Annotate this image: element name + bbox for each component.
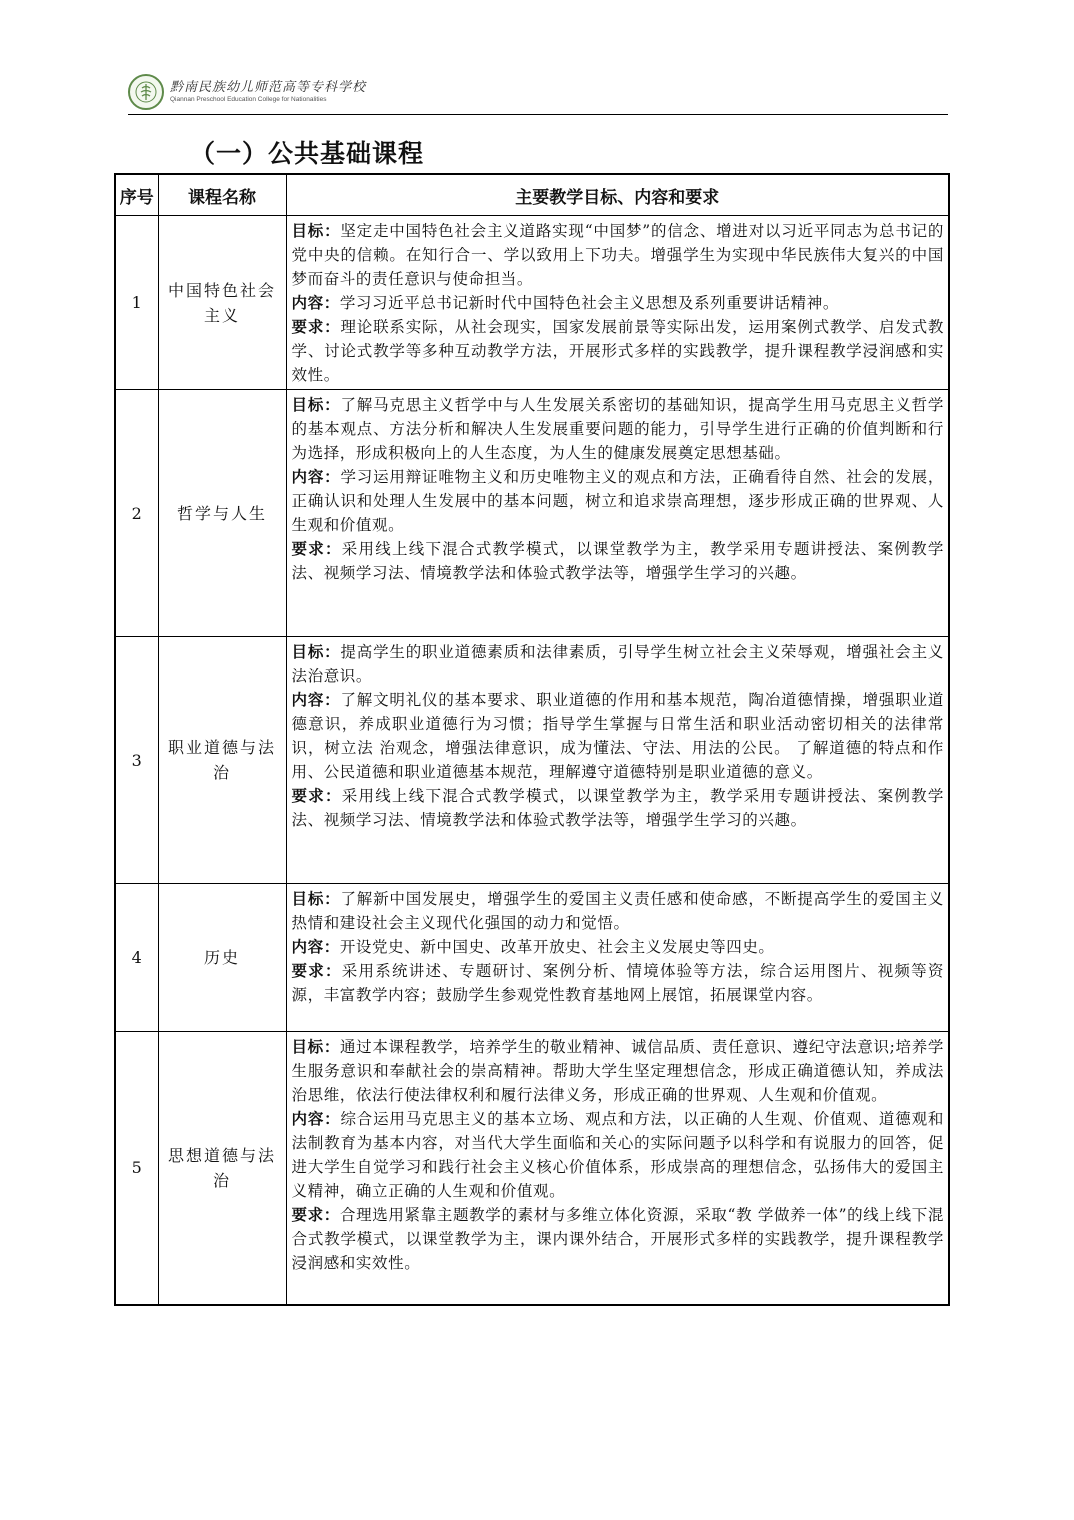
requirement-label: 要求： — [291, 317, 341, 336]
goal-line — [292, 887, 945, 935]
requirement-label: 要求： — [291, 961, 342, 980]
table-row — [115, 884, 949, 1032]
table-header-row — [115, 174, 949, 216]
school-name-en: Qiannan Preschool Education College for Nationalities — [170, 96, 327, 103]
row-number: 4 — [115, 884, 158, 1032]
goal-line — [292, 1035, 945, 1107]
course-name: 思想道德与法治 — [158, 1032, 286, 1305]
table-row — [115, 637, 949, 884]
goal-text: 了解新中国发展史，增强学生的爱国主义责任感和使命感，不断提高学生的爱国主义热情和建设社会主义现代化强国的动力和觉悟。 — [291, 890, 944, 932]
content-line — [292, 291, 945, 315]
school-logo-icon — [128, 74, 164, 110]
goal-line — [292, 640, 945, 688]
page-header — [128, 72, 948, 114]
content-text: 学习运用辩证唯物主义和历史唯物主义的观点和方法，正确看待自然、社会的发展，正确认识和处理人生发展中的基本问题，树立和追求崇高理想，逐步形成正确的世界观、人生观和价值观。 — [291, 468, 944, 534]
requirement-label: 要求： — [291, 539, 342, 558]
table-row — [115, 1032, 949, 1305]
requirement-line — [292, 1203, 945, 1275]
content-line — [292, 465, 945, 537]
requirement-line — [292, 784, 945, 832]
goal-line — [292, 219, 945, 291]
goal-text: 坚定走中国特色社会主义道路实现“中国梦”的信念、增进对以习近平同志为总书记的党中央的信赖。在知行合一、学以致用上下功夫。增强学生为实现中华民族伟大复兴的中国梦而奋斗的责任意识与使命担当。 — [291, 222, 944, 288]
goal-text: 通过本课程教学，培养学生的敬业精神、诚信品质、责任意识、遵纪守法意识;培养学生服务意识和奉献社会的崇高精神。帮助大学生坚定理想信念，形成正确道德认知，养成法治思维，依法行使法律权利和履行法律义务，形成正确的世界观、人生观和价值观。 — [291, 1038, 944, 1104]
content-label: 内容： — [291, 690, 341, 709]
content-line — [292, 935, 945, 959]
row-number: 1 — [115, 216, 158, 390]
content-text: 综合运用马克思主义的基本立场、观点和方法，以正确的人生观、价值观、道德观和法制教育为基本内容，对当代大学生面临和关心的实际问题予以科学和有说服力的回答，促进大学生自觉学习和践行社会主义核心价值体系，形成崇高的理想信念，弘扬伟大的爱国主义精神，确立正确的人生观和价值观。 — [291, 1110, 944, 1200]
content-line — [292, 1107, 945, 1203]
goal-label: 目标： — [291, 642, 341, 661]
requirement-text: 采用系统讲述、专题研讨、案例分析、情境体验等方法，综合运用图片、视频等资源，丰富教学内容；鼓励学生参观党性教育基地网上展馆，拓展课堂内容。 — [291, 962, 944, 1004]
requirement-label: 要求： — [291, 1205, 340, 1224]
requirement-text: 理论联系实际，从社会现实，国家发展前景等实际出发，运用案例式教学、启发式教学、讨论式教学等多种互动教学方法，开展形式多样的实践教学，提升课程教学浸润感和实效性。 — [291, 318, 944, 384]
header-divider — [128, 114, 948, 115]
header-course-name: 课程名称 — [158, 174, 286, 216]
row-number: 3 — [115, 637, 158, 884]
content-text: 了解文明礼仪的基本要求、职业道德的作用和基本规范，陶冶道德情操，增强职业道德意识，养成职业道德行为习惯；指导学生掌握与日常生活和职业活动密切相关的法律常识，树立法 治观念，增强法律意识，成为懂法、守法、用法的公民。 了解道德的特点和作用、公民道德和职业道德基本规范，理解遵守道德特别是职业道德的意义。 — [291, 691, 944, 781]
header-number: 序号 — [115, 174, 158, 216]
goal-text: 了解马克思主义哲学中与人生发展关系密切的基础知识，提高学生用马克思主义哲学的基本观点、方法分析和解决人生发展重要问题的能力，引导学生进行正确的价值判断和行为选择，形成积极向上的人生态度，为人生的健康发展奠定思想基础。 — [291, 396, 944, 462]
course-name: 中国特色社会主义 — [158, 216, 286, 390]
header-description: 主要教学目标、内容和要求 — [286, 174, 949, 216]
requirement-line — [292, 315, 945, 387]
course-description — [286, 884, 949, 1032]
table-row — [115, 390, 949, 637]
course-description — [286, 1032, 949, 1305]
course-table — [114, 173, 950, 1306]
requirement-text: 采用线上线下混合式教学模式，以课堂教学为主，教学采用专题讲授法、案例教学法、视频学习法、情境教学法和体验式教学法等，增强学生学习的兴趣。 — [291, 540, 944, 582]
requirement-text: 采用线上线下混合式教学模式，以课堂教学为主，教学采用专题讲授法、案例教学法、视频学习法、情境教学法和体验式教学法等，增强学生学习的兴趣。 — [291, 787, 944, 829]
content-label: 内容： — [291, 1109, 341, 1128]
goal-line — [292, 393, 945, 465]
goal-label: 目标： — [291, 1037, 340, 1056]
requirement-text: 合理选用紧靠主题教学的素材与多维立体化资源，采取“教 学做养一体”的线上线下混合式教学模式，以课堂教学为主，课内课外结合，开展形式多样的实践教学，提升课程教学浸润感和实效性。 — [291, 1206, 944, 1272]
requirement-line — [292, 537, 945, 585]
goal-label: 目标： — [291, 221, 341, 240]
content-line — [292, 688, 945, 784]
content-label: 内容： — [291, 293, 340, 312]
content-label: 内容： — [291, 467, 341, 486]
goal-text: 提高学生的职业道德素质和法律素质，引导学生树立社会主义荣辱观，增强社会主义法治意识。 — [291, 643, 944, 685]
goal-label: 目标： — [291, 889, 341, 908]
row-number: 5 — [115, 1032, 158, 1305]
course-name: 职业道德与法治 — [158, 637, 286, 884]
course-description — [286, 637, 949, 884]
table-row — [115, 216, 949, 390]
section-title: （一）公共基础课程 — [190, 139, 425, 168]
school-name-cn: 黔南民族幼儿师范高等专科学校 — [170, 80, 367, 95]
requirement-line — [292, 959, 945, 1007]
course-description — [286, 216, 949, 390]
row-number: 2 — [115, 390, 158, 637]
content-text: 开设党史、新中国史、改革开放史、社会主义发展史等四史。 — [339, 938, 775, 956]
goal-label: 目标： — [291, 395, 341, 414]
requirement-label: 要求： — [291, 786, 342, 805]
content-label: 内容： — [291, 937, 340, 956]
content-text: 学习习近平总书记新时代中国特色社会主义思想及系列重要讲话精神。 — [339, 294, 839, 312]
course-description — [286, 390, 949, 637]
course-name: 哲学与人生 — [158, 390, 286, 637]
course-name: 历史 — [158, 884, 286, 1032]
